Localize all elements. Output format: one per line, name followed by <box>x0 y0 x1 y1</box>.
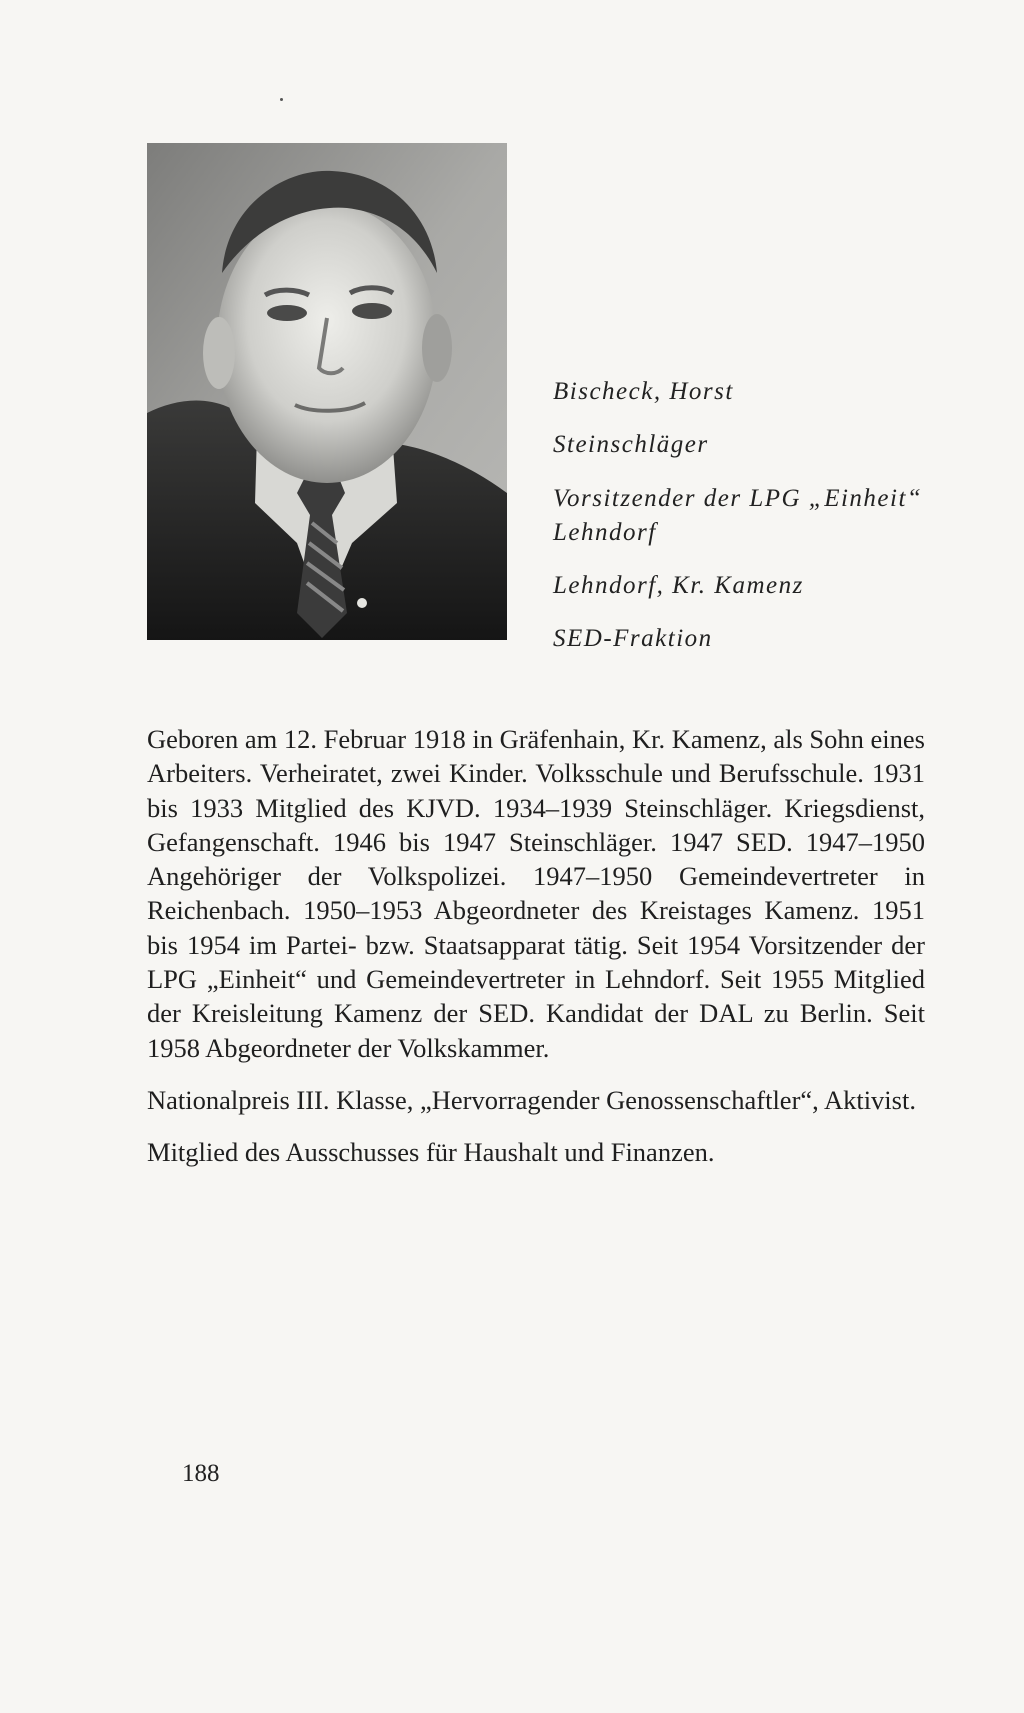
person-position: Vorsitzender der LPG „Einheit“ Lehndorf <box>553 485 923 546</box>
portrait-photo <box>147 143 507 640</box>
caption-block <box>553 375 933 675</box>
biography-paragraph-awards: Nationalpreis III. Klasse, „Hervorragender Genossenschaftler“, Aktivist. <box>147 1084 916 1115</box>
biography-paragraph-committee: Mitglied des Ausschusses für Haushalt und Finanzen. <box>147 1137 715 1168</box>
person-residence: Lehndorf, Kr. Kamenz <box>553 572 804 599</box>
print-speck <box>280 98 283 101</box>
person-faction: SED-Fraktion <box>553 625 713 652</box>
biography-paragraph-career: Geboren am 12. Februar 1918 in Gräfenhain, Kr. Kamenz, als Sohn eines Arbeiters. Verheiratet, zwei Kinder. Volksschule und Berufsschule. 1931 bis 1933 Mitglied des KJVD. 1934–1939 Steinschläger. Kriegsdienst, Gefangenschaft. 1946 bis 1947 Steinschläger. 1947 SED. 1947–1950 Angehöriger der Volkspolizei. 1947–1950 Gemeindevertreter in Reichenbach. 1950–1953 Abgeordneter des Kreistages Kamenz. 1951 bis 1954 im Partei- bzw. Staatsapparat tätig. Seit 1954 Vorsitzender der LPG „Einheit“ und Gemeindevertreter in Lehndorf. Seit 1955 Mitglied der Kreisleitung Kamenz der SED. Kandidat der DAL zu Berlin. Seit 1958 Abgeordneter der Volkskammer. <box>147 724 925 1063</box>
person-name: Bischeck, Horst <box>553 378 734 405</box>
person-occupation: Steinschläger <box>553 431 709 458</box>
page-number: 188 <box>182 1460 220 1487</box>
biography-text <box>147 722 925 1188</box>
